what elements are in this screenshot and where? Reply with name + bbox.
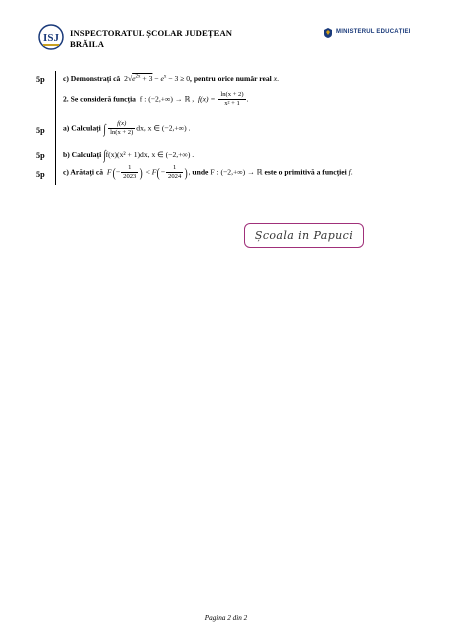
problem-2a-tail: dx, x ∈ (−2,+∞) .	[136, 123, 191, 133]
frac-2024: $\frac{1}{2024}$	[168, 164, 182, 180]
inspectorate-title	[70, 28, 232, 50]
F-domain: F : (−2,+∞) → ℝ	[210, 167, 263, 177]
problem-2c: c) Arătați că F(− $\frac{1}{2023}$ ) < F(− $\frac{1}{2024}$ ), unde F : (−2,+∞) → ℝ este o primitivă a funcției f.	[63, 164, 353, 180]
problem-2-intro	[63, 91, 248, 108]
left-rule	[55, 71, 56, 185]
ministry-name: MINISTERUL EDUCAȚIEI	[336, 29, 411, 35]
integrand-num: f(x)	[108, 120, 135, 129]
problem-2a	[63, 120, 190, 137]
signature-text: Școala in Papuci	[254, 229, 354, 242]
isj-logo-icon	[37, 23, 65, 51]
points-2a: 5p	[36, 126, 45, 135]
problem-2c-tail: este o primitivă a funcției	[264, 167, 347, 177]
page-footer: Pagina 2 din 2	[204, 614, 248, 622]
problem-1c-label: c) Demonstrați că	[63, 74, 121, 83]
var-f: f	[348, 167, 351, 177]
romanian-coat-of-arms-icon	[322, 27, 334, 39]
integral-sign: ∫	[103, 147, 107, 162]
problem-2b	[63, 147, 194, 163]
problem-2-tail: .	[246, 94, 249, 104]
problem-2b-label: b) Calculați	[63, 149, 102, 159]
function-num: ln(x + 2)	[220, 91, 244, 98]
points-2b: 5p	[36, 151, 45, 160]
problem-1c-tail: , pentru orice număr real	[190, 74, 272, 83]
inequality: $2√e^{2x} + 3 - e^x - 3 \ge 0$	[122, 74, 191, 83]
points-2c: 5p	[36, 170, 45, 179]
frac-2023: $\frac{1}{2023}$	[123, 164, 137, 180]
problem-2-label: 2. Se consideră funcția	[63, 94, 136, 104]
problem-2a-label: a) Calculați	[63, 123, 101, 133]
header-line1: INSPECTORATUL ȘCOLAR JUDEȚEAN	[70, 28, 233, 38]
problem-1c: c) Demonstrați că $2√e^{2x} + 3 - e^x - 3 \ge 0$, pentru orice număr real x.	[63, 74, 279, 83]
problem-2b-integrand: f(x)(x² + 1)dx, x ∈ (−2,+∞) .	[105, 149, 195, 159]
integrand-den: ln(x + 2)	[110, 129, 134, 136]
var-x: x	[273, 74, 278, 83]
function-den: x² + 1	[224, 100, 240, 107]
problem-2c-mid: unde	[192, 167, 209, 177]
function-lhs: f(x) =	[197, 94, 216, 104]
function-fraction	[218, 91, 245, 108]
integral-sign: ∫	[103, 120, 106, 136]
problem-2c-label: c) Arătați că	[63, 167, 104, 177]
header-line2: BRĂILA	[70, 39, 105, 49]
svg-text:ISJ: ISJ	[43, 32, 59, 44]
points-1c: 5p	[36, 75, 45, 84]
function-domain: f : (−2,+∞) → ℝ ,	[139, 94, 195, 104]
signature-stamp	[244, 223, 364, 248]
integrand-fraction	[108, 120, 135, 137]
